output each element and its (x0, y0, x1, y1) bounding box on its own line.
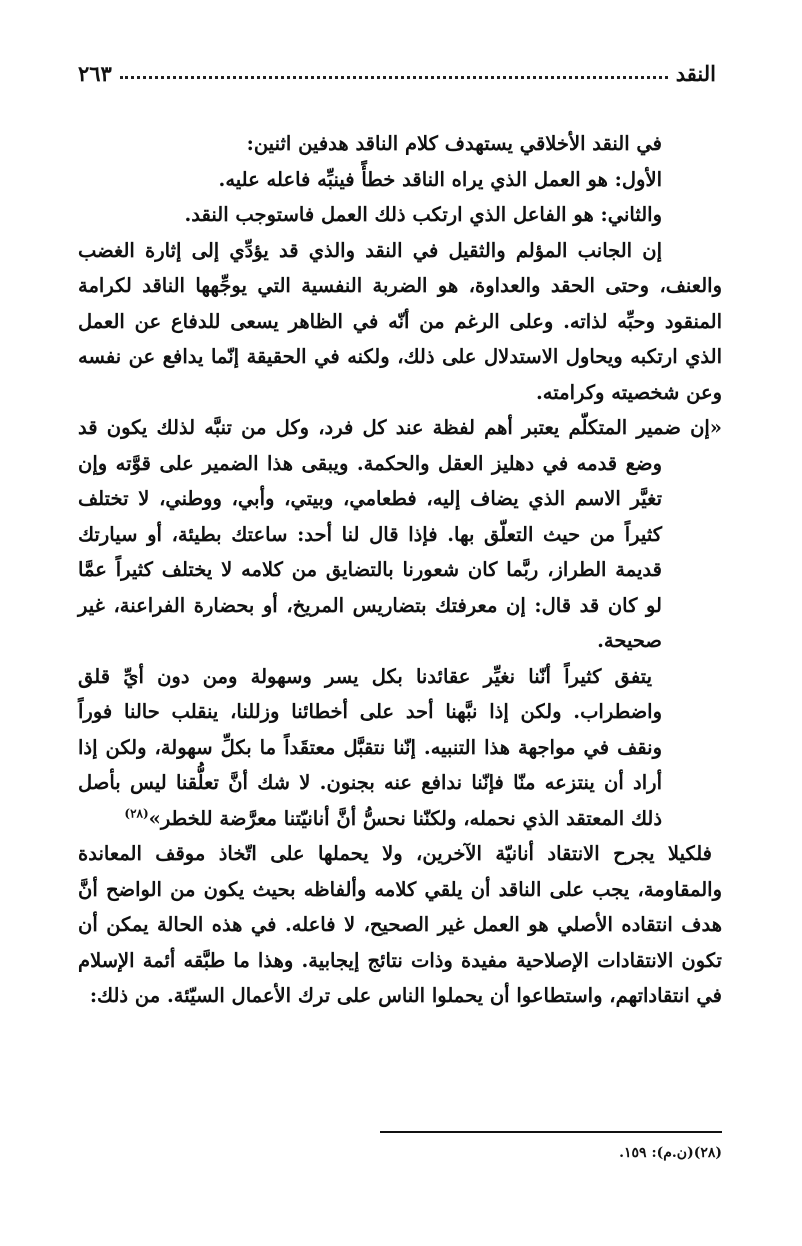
running-head-title: النقد (675, 60, 716, 86)
body-text (78, 126, 722, 1014)
page-number: ٢٦٣ (78, 60, 112, 86)
paragraph-first-target: الأول: هو العمل الذي يراه الناقد خطأً فينبِّه فاعله عليه. (218, 167, 662, 191)
footnote: (٢٨)(ن.م): ١٥٩. (619, 1145, 722, 1161)
paragraph-painful-side: إن الجانب المؤلم والثقيل في النقد والذي قد يؤدِّي إلى إثارة الغضب والعنف، وحتى الحقد والعداوة، هو الضربة النفسية التي يوجِّهها الناقد لكرامة المنقود وحبِّه لذاته. وعلى الرغم من أنّه في الظاهر يسعى للدفاع عن العمل الذي ارتكبه ويحاول الاستدلال على ذلك، ولكنه في الحقيقة إنّما يدافع عن نفسه وعن شخصيته وكرامته. (78, 238, 722, 404)
quote-paragraph-2-text: يتفق كثيراً أنّنا نغيِّر عقائدنا بكل يسر وسهولة ومن دون أيِّ قلق واضطراب. ولكن إذا نبَّهنا أحد على أخطائنا وزللنا، ينقلب حالنا فوراً ونقف في مواجهة هذا التنبيه. إنّنا نتقبَّل معتقَداً ما بكلِّ سهولة، ولكن إذا أراد أن ينتزعه منّا فإنّنا ندافع عنه بجنون. لا شك أنَّ تعلُّقنا ليس بأصل ذلك المعتقد الذي نحمله، ولكنّنا نحسُّ أنَّ أنانيّتنا معرَّضة للخطر» (78, 664, 662, 830)
footnote-reference: (٢٨) (124, 806, 149, 820)
paragraph-intro: في النقد الأخلاقي يستهدف كلام الناقد هدفين اثنين: (246, 132, 662, 155)
footnote-divider (380, 1131, 722, 1133)
quote-paragraph-2 (78, 659, 662, 837)
quote-paragraph-1: «إن ضمير المتكلّم يعتبر أهم لفظة عند كل فرد، وكل من تنبَّه لذلك يكون قد وضع قدمه في دهليز العقل والحكمة. ويبقى هذا الضمير على قوَّته وإن تغيَّر الاسم الذي يضاف إليه، فطعامي، وبيتي، وأبي، ووطني، لا تختلف كثيراً من حيث التعلّق بها. فإذا قال لنا أحد: ساعتك بطيئة، أو سيارتك قديمة الطراز، ربَّما كان شعورنا بالتضايق من كلامه لا يختلف كثيراً عمَّا لو كان قد قال: إن معرفتك بتضاريس المريخ، أو بحضارة الفراعنة، غير صحيحة. (78, 416, 722, 652)
leader-dots (120, 76, 668, 79)
block-quote (78, 410, 722, 836)
paragraph-conclusion: فلكيلا يجرح الانتقاد أنانيّة الآخرين، ولا يحملها على اتّخاذ موقف المعاندة والمقاومة، يجب على الناقد أن يلقي كلامه وألفاظه بحيث يكون من الواضح أنَّ هدف انتقاده الأصلي هو العمل غير الصحيح، لا فاعله. في هذه الحالة يمكن أن تكون الانتقادات الإصلاحية مفيدة وذات نتائج إيجابية. وهذا ما طبَّقه أئمة الإسلام في انتقاداتهم، واستطاعوا أن يحملوا الناس على ترك الأعمال السيّئة. من ذلك: (78, 842, 722, 1007)
paragraph-second-target: والثاني: هو الفاعل الذي ارتكب ذلك العمل فاستوجب النقد. (184, 203, 662, 226)
running-head (78, 58, 716, 88)
